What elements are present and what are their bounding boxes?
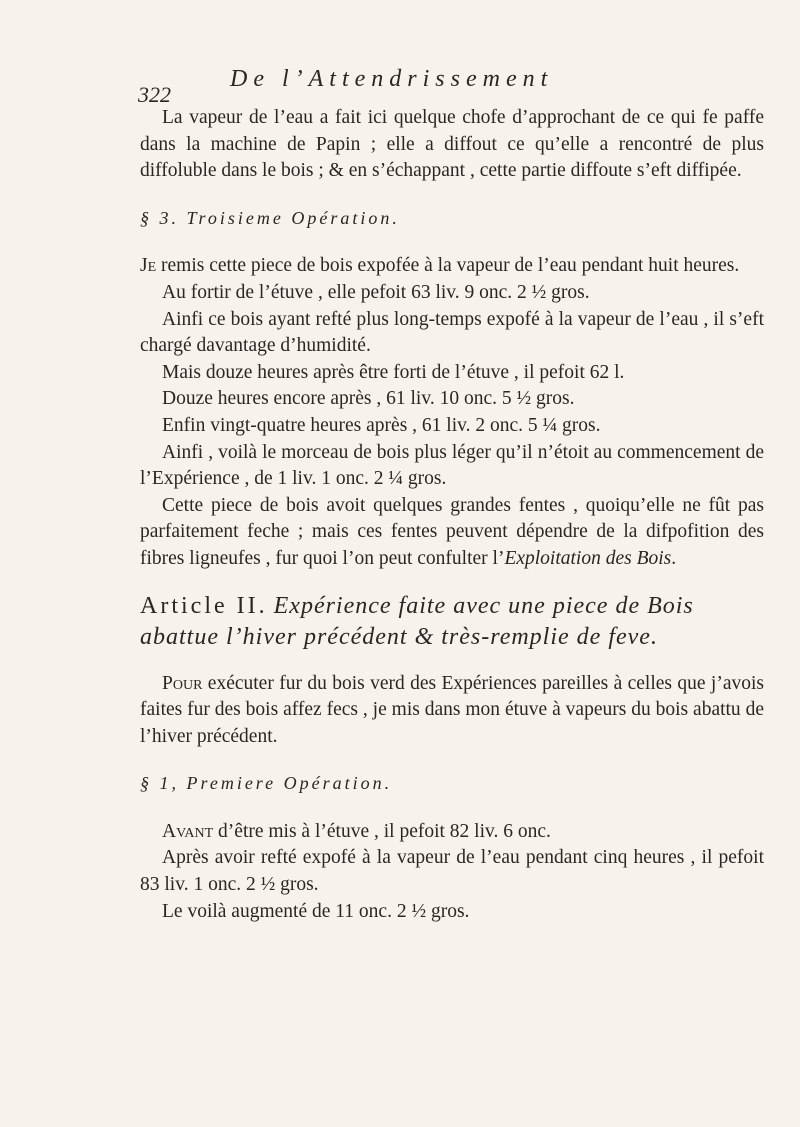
article-heading xyxy=(140,591,764,653)
paragraph-text: exécuter fur du bois verd des Expériences pareilles à celles que j’avois faites fur des bois affez fecs , je mis dans mon étuve à vapeurs du bois abattu de l’hiver précédent. xyxy=(140,672,764,747)
book-reference: Exploitation des Bois xyxy=(504,547,672,569)
paragraph: La vapeur de l’eau a fait ici quelque chofe d’approchant de ce qui fe paffe dans la machine de Papin ; elle a diffout ce qu’elle a rencontré de plus diffoluble dans le bois ; & en s’échappant , cette partie diffoute s’eft diffipée. xyxy=(140,107,764,182)
paragraph: Ainfi , voilà le morceau de bois plus léger qu’il n’étoit au commencement de l’Expérience , de 1 liv. 1 onc. 2 ¼ gros. xyxy=(140,441,764,490)
section-heading: § 1, Premiere Opération. xyxy=(140,773,393,794)
article-label: Article II. xyxy=(140,592,268,619)
paragraph xyxy=(140,253,764,280)
paragraph-text: remis cette piece de bois expofée à la vapeur de l’eau pendant huit heures. xyxy=(156,255,740,277)
paragraph-text: Cette piece de bois avoit quelques grandes fentes , quoiqu’elle ne fût pas parfaitement feche ; mais ces fentes peuvent dépendre de la difpofition des fibres ligneufes , fur quoi l’on peut confulter l’ xyxy=(140,494,764,569)
paragraph: Ainfi ce bois ayant refté plus long-temps expofé à la vapeur de l’eau , il s’eft chargé davantage d’humidité. xyxy=(140,308,764,357)
paragraph: Au fortir de l’étuve , elle pefoit 63 liv. 9 onc. 2 ½ gros. xyxy=(162,281,590,303)
page-header xyxy=(138,66,760,107)
article-title: Expérience faite avec une piece de Bois abattue l’hiver précédent & très-remplie de feve. xyxy=(140,592,694,650)
paragraph: Mais douze heures après être forti de l’étuve , il pefoit 62 l. xyxy=(162,361,625,383)
paragraph xyxy=(140,819,764,846)
paragraph: Douze heures encore après , 61 liv. 10 onc. 5 ½ gros. xyxy=(162,388,575,410)
paragraph-text: . xyxy=(671,547,677,569)
drop-word: Pour xyxy=(162,672,203,694)
page-text xyxy=(140,105,764,925)
paragraph: Enfin vingt-quatre heures après , 61 liv. 2 onc. 5 ¼ gros. xyxy=(162,414,601,436)
paragraph xyxy=(140,671,764,751)
paragraph: Le voilà augmenté de 11 onc. 2 ½ gros. xyxy=(162,900,470,922)
drop-word: Avant xyxy=(162,820,214,842)
paragraph xyxy=(140,493,764,573)
paragraph-text: d’être mis à l’étuve , il pefoit 82 liv. 6 onc. xyxy=(213,820,551,842)
drop-word: Je xyxy=(140,255,157,277)
page-number: 322 xyxy=(138,82,171,107)
paragraph: Après avoir refté expofé à la vapeur de l’eau pendant cinq heures , il pefoit 83 liv. 1 onc. 2 ½ gros. xyxy=(140,847,764,896)
section-heading: § 3. Troisieme Opération. xyxy=(140,207,400,228)
running-head: De l’Attendrissement xyxy=(230,66,554,92)
